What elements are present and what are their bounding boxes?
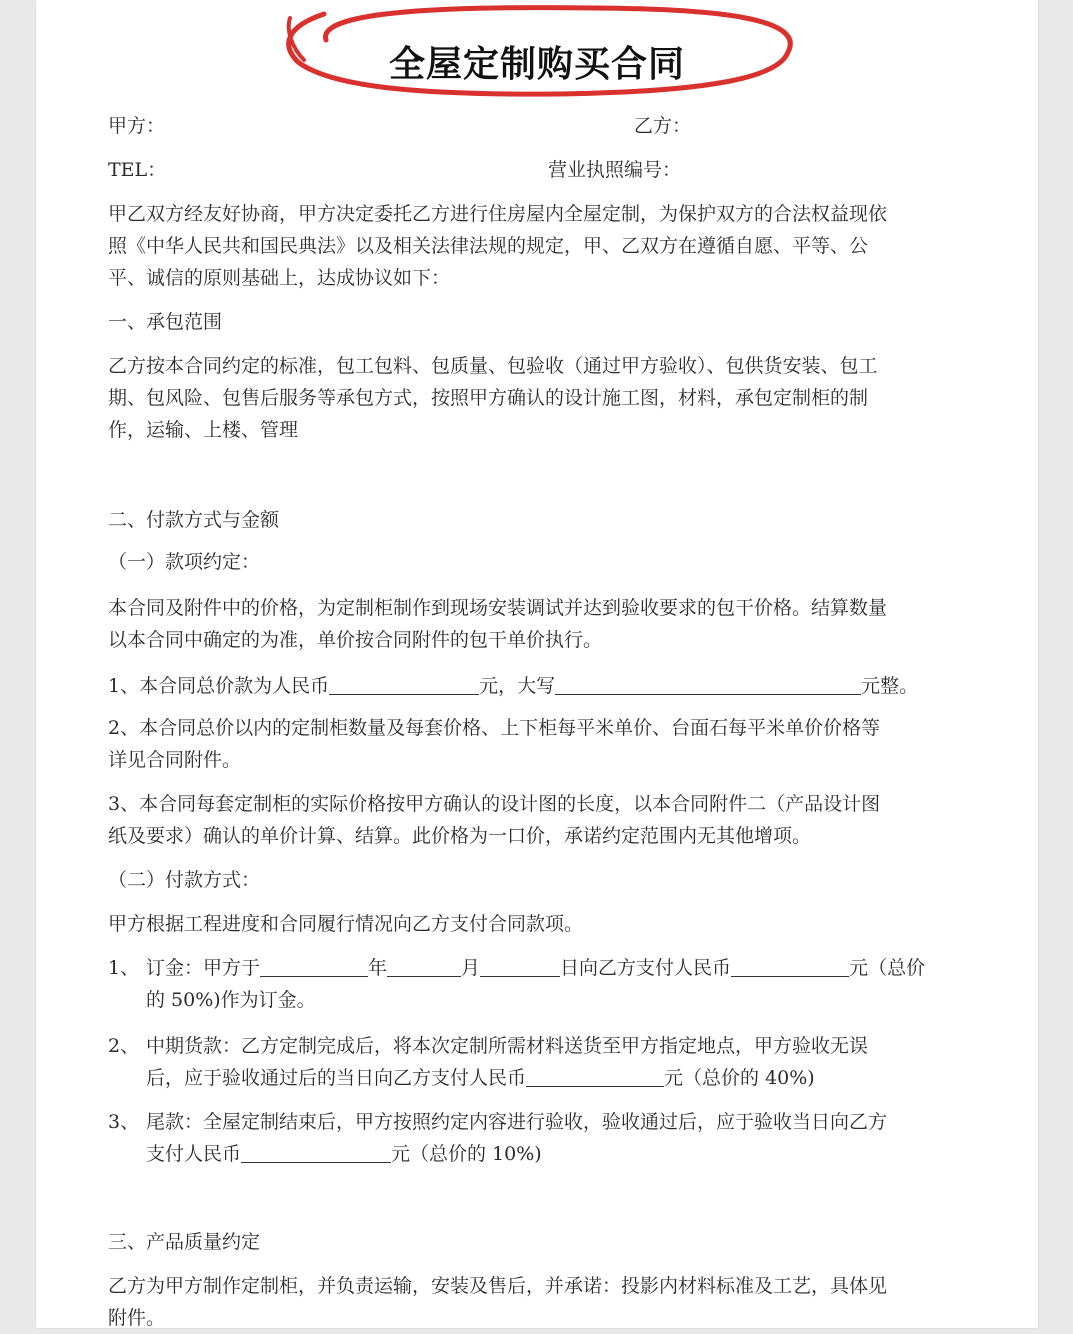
- intro-line-1: 甲乙双方经友好协商，甲方决定委托乙方进行住房屋内全屋定制，为保护双方的合法权益现依: [108, 203, 888, 225]
- payment-1-unit: 元（总价: [849, 957, 926, 979]
- payment-3-text-b: 元（总价的 10%): [391, 1143, 542, 1165]
- price-item-2-line-1: 2、本合同总价以内的定制柜数量及每套价格、上下柜每平米单价、台面石每平米单价价格等: [108, 717, 881, 739]
- payment-1-month: 月: [461, 957, 481, 979]
- payment-3-number: 3、: [108, 1111, 140, 1133]
- title-area: [36, 0, 1038, 110]
- payment-1-line-1: [146, 952, 925, 984]
- payment-3-line-2: [146, 1138, 542, 1170]
- section1-heading: 一、承包范围: [108, 311, 223, 333]
- section3-line-2: 附件。: [108, 1307, 166, 1329]
- final-amount-blank[interactable]: [241, 1140, 391, 1163]
- section1-line-2: 期、包风险、包售后服务等承包方式，按照甲方确认的设计施工图，材料，承包定制柜的制: [108, 387, 869, 409]
- payment-3-text-a: 支付人民币: [146, 1143, 242, 1165]
- intro-line-3: 平、诚信的原则基础上，达成协议如下：: [108, 267, 451, 289]
- total-price-words-blank[interactable]: [555, 672, 861, 695]
- payment-2-line-1: 中期货款：乙方定制完成后，将本次定制所需材料送货至甲方指定地点，甲方验收无误: [146, 1035, 869, 1057]
- license-label: 营业执照编号：: [548, 159, 682, 181]
- section3-heading: 三、产品质量约定: [108, 1231, 261, 1253]
- section2-p1-line-1: 本合同及附件中的价格，为定制柜制作到现场安装调试并达到验收要求的包干价格。结算数量: [108, 597, 888, 619]
- payment-1-line-2: 的 50%)作为订金。: [146, 989, 316, 1011]
- price-item-1-text-c: 元整。: [861, 675, 919, 697]
- deposit-amount-blank[interactable]: [731, 954, 849, 977]
- price-item-1: [108, 670, 918, 702]
- payment-1-text-a: 订金：甲方于: [146, 957, 261, 979]
- section3-line-1: 乙方为甲方制作定制柜，并负责运输，安装及售后，并承诺：投影内材料标准及工艺，具体见: [108, 1275, 888, 1297]
- payment-2-text-a: 后，应于验收通过后的当日向乙方支付人民币: [146, 1067, 527, 1089]
- intro-line-2: 照《中华人民共和国民典法》以及相关法律法规的规定，甲、乙双方在遵循自愿、平等、公: [108, 235, 869, 257]
- price-item-1-text-a: 1、本合同总价款为人民币: [108, 675, 330, 697]
- section2-p1-line-2: 以本合同中确定的为准，单价按合同附件的包干单价执行。: [108, 629, 603, 651]
- payment-2-number: 2、: [108, 1035, 140, 1057]
- section2-heading: 二、付款方式与金额: [108, 509, 280, 531]
- payment-1-number: 1、: [108, 957, 140, 979]
- price-item-2-line-2: 详见合同附件。: [108, 749, 242, 771]
- payment-1-day: 日向乙方支付人民币: [560, 957, 732, 979]
- section1-line-3: 作，运输、上楼、管理: [108, 419, 299, 441]
- tel-label: TEL：: [108, 159, 167, 181]
- payment-2-text-b: 元（总价的 40%): [664, 1067, 815, 1089]
- section2-sub1: （一）款项约定：: [108, 551, 261, 573]
- price-item-3-line-1: 3、本合同每套定制柜的实际价格按甲方确认的设计图的长度，以本合同附件二（产品设计图: [108, 793, 881, 815]
- party-a-label: 甲方：: [108, 115, 166, 137]
- section2-sub2: （二）付款方式：: [108, 869, 261, 891]
- page-title: 全屋定制购买合同: [388, 44, 685, 85]
- deposit-month-blank[interactable]: [387, 954, 461, 977]
- contract-page: [36, 0, 1038, 1328]
- price-item-3-line-2: 纸及要求）确认的单价计算、结算。此价格为一口价，承诺约定范围内无其他增项。: [108, 825, 812, 847]
- total-price-blank[interactable]: [329, 672, 479, 695]
- section2-p2: 甲方根据工程进度和合同履行情况向乙方支付合同款项。: [108, 913, 584, 935]
- section1-line-1: 乙方按本合同约定的标准，包工包料、包质量、包验收（通过甲方验收）、包供货安装、包工: [108, 355, 878, 377]
- deposit-day-blank[interactable]: [480, 954, 560, 977]
- payment-2-line-2: [146, 1062, 815, 1094]
- deposit-year-blank[interactable]: [260, 954, 368, 977]
- payment-1-year: 年: [368, 957, 388, 979]
- party-b-label: 乙方：: [634, 115, 692, 137]
- redacted-text: [338, 422, 400, 444]
- price-item-1-text-b: 元，大写: [479, 675, 556, 697]
- payment-3-line-1: 尾款：全屋定制结束后，甲方按照约定内容进行验收，验收通过后，应于验收当日向乙方: [146, 1111, 888, 1133]
- midterm-amount-blank[interactable]: [526, 1064, 664, 1087]
